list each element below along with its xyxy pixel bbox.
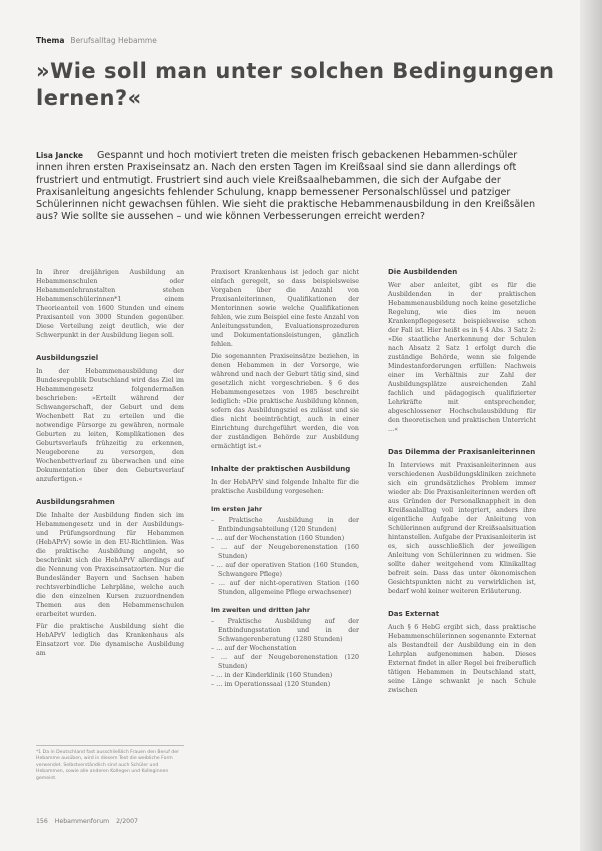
list-item: – … auf der nicht-operativen Station (160 Stunden, allgemeine Pflege erwachsener) xyxy=(211,580,359,596)
heading-dilemma: Das Dilemma der Praxisanleiterinnen xyxy=(388,448,536,456)
page-footer xyxy=(36,818,143,825)
paragraph-inhalte: In der HebAPrV sind folgende Inhalte für die praktische Ausbildung vorgesehen: xyxy=(211,479,359,495)
intro-paragraph: In ihrer dreijährigen Ausbildung an Hebammenschulen oder Hebammenlehranstalten stehen Hebammenschülerinnen*1 einem Theorieanteil von 1600 Stunden und einem Praxisanteil von 3000 Stunden gegenüber. Diese Verteilung zeigt deutlich, wie der Schwerpunkt in der Ausbildung liegen soll. xyxy=(36,269,184,339)
paragraph-dilemma: In Interviews mit Praxisanleiterinnen aus verschiedenen Ausbildungskliniken zeichnete sich ein grundsätzliches Problem immer wieder ab: Die Praxisanleiterinnen werden oft aus Gründen der Personalknappheit in den Kreißsaalalltag voll integriert, anders ihre eigentliche Aufgabe der Anleitung von Schülerinnen aufgrund der Kreißsaalsituation hintanstellen. Aufgabe der Praxisanleiterin ist es, sich ausschließlich der jeweiligen Anleitung von Schülerinnen zu widmen. Sie sollte daher weitgehend vom Klinikalltag befreit sein. Dass das unter ökonomischen Gesichtspunkten nicht zu verwirklichen ist, bedarf wohl keiner weiteren Erläuterung. xyxy=(388,462,536,595)
article-lead xyxy=(36,150,546,224)
paragraph-praxiseinsaetze: Die sogenannten Praxiseinsätze beziehen, in denen Hebammen in der Vorsorge, wie während und nach der Geburt tätig sind, sind gesetzlich nicht vorgeschrieben. § 6 des Hebammengesetzes von 1985 beschreibt lediglich: »Die praktische Ausbildung können, sofern das Ausbildungsziel es zulässt und sie dies nicht beeinträchtigt, auch in einer Einrichtung durchgeführt werden, die von der zuständigen Behörde zur Ausbildung ermächtigt ist.« xyxy=(211,353,359,450)
lead-text: Gespannt und hoch motiviert treten die meisten frisch gebackenen Hebammen-schüler innen ihren ersten Praxiseinsatz an. Nach den ersten Tagen im Kreißsaal sind sie dann allerdings oft frustriert und entmutigt. Frustriert sind auch viele Kreißsaalhebammen, die sich der Aufgabe der Praxisanleitung angesichts fehlender Schulung, knapp bemessener Personalschlüssel und patziger Schülerinnen nicht gewachsen fühlen. Wie sieht die praktische Hebammenausbildung in den Kreißsälen aus? Wie sollte sie aussehen – und wie können Verbesserungen erreicht werden? xyxy=(36,150,536,223)
author-name: Lisa Jancke xyxy=(36,151,83,160)
heading-inhalte: Inhalte der praktischen Ausbildung xyxy=(211,465,351,473)
section-label: Thema xyxy=(36,36,65,45)
list-second-third-year xyxy=(211,617,359,689)
section-topic: Berufsalltag Hebamme xyxy=(70,36,157,45)
column-3 xyxy=(388,268,536,698)
paragraph-ausbildungsziel: In der Hebammenausbildung der Bundesrepublik Deutschland wird das Ziel im Hebammengesetz folgendermaßen beschrieben: »Erteilt während der Schwangerschaft, der Geburt und dem Wochenbett Rat zu erteilen und die notwendige Fürsorge zu gewähren, normale Geburten zu leiten, Komplikationen des Geburtsverlaufs frühzeitig zu erkennen, Neugeborene zu versorgen, den Wochenbettverlauf zu überwachen und eine Dokumentation über den Geburtsverlauf anzufertigen.« xyxy=(36,368,184,483)
list-item: – … auf der operativen Station (160 Stunden, Schwangere Pflege) xyxy=(211,562,359,578)
list-item: – Praktische Ausbildung in der Entbindungsabteilung (120 Stunden) xyxy=(211,517,359,533)
paragraph-externat: Auch § 6 HebG ergibt sich, dass praktische Hebammenschülerinnen sogenannte Externat als Bestandteil der Ausbildung ein in den Lehrplan aufgenommen haben. Dieses Externat findet in aller Regel bei freiberuflich tätigen Hebammen in Deutschland statt, seine Länge schwankt je nach Schule zwischen xyxy=(388,624,536,694)
list-first-year xyxy=(211,516,359,597)
paragraph-ausbildungsrahmen-2: Für die praktische Ausbildung sieht die HebAPrV lediglich das Krankenhaus als Einsatzort vor. Die dynamische Ausbildung am xyxy=(36,623,184,657)
heading-first-year: Im ersten Jahr xyxy=(211,505,263,513)
list-item: – Praktische Ausbildung auf der Entbindungsstation und in der Schwangerenberatung (1280 Stunden) xyxy=(211,618,359,643)
issue-number: 2/2007 xyxy=(116,818,138,825)
paragraph-ausbildungsrahmen-1: Die Inhalte der Ausbildung finden sich im Hebammengesetz und in der Ausbildungs- und Prüfungsordnung für Hebammen (HebAPrV) sowie in den EU-Richtlinien. Was die praktische Ausbildung angeht, so beschränkt sich die HebAPrV allerdings auf die Nennung von Praxiseinsatzorten. Nur die Bundesländer Bayern und Sachsen haben rechtsverbindliche Lehrpläne, welche auch die den einzelnen Kursen zuzuordnenden Themen aus den Hebammenschulen erarbeitet wurden. xyxy=(36,512,184,618)
heading-ausbildungsziel: Ausbildungsziel xyxy=(36,354,99,362)
section-kicker xyxy=(36,36,157,45)
list-item: – … auf der Neugeborenenstation (120 Stunden) xyxy=(211,654,359,670)
list-item: – … auf der Neugeborenenstation (160 Stunden) xyxy=(211,544,359,560)
page-edge-shadow xyxy=(580,0,602,851)
footnote: *1 Da in Deutschland fast ausschließlich Frauen den Beruf der Hebamme ausüben, wird in diesem Text die weibliche Form verwendet. Selbstverständlich sind auch Schüler und Hebammen, sowie alle anderen Kollegen und Kolleginnen gemeint. xyxy=(36,745,184,782)
paragraph-ausbildenden: Wer aber anleitet, gibt es für die Ausbildenden in der praktischen Hebammenausbildung noch keine gesetzliche Regelung, wie dies im neuen Krankenpflegegesetz beispielsweise schon der Fall ist. Hier heißt es in § 4 Abs. 3 Satz 2: »Die staatliche Anerkennung der Schulen nach Absatz 2 Satz 1 erfolgt durch die zuständige Behörde, wenn sie folgende Mindestanforderungen erfüllen: Nachweis einer im Verhältnis zur Zahl der Ausbildungsplätze ausreichenden Zahl fachlich und pädagogisch qualifizierter Lehrkräfte mit entsprechender, abgeschlossener Hochschulausbildung für den theoretischen und praktischen Unterricht …« xyxy=(388,282,536,433)
list-item: – … im Operationssaal (120 Stunden) xyxy=(211,681,331,688)
journal-name: Hebammenforum xyxy=(54,818,110,825)
article-title: »Wie soll man unter solchen Bedingungen lernen?« xyxy=(36,59,555,110)
list-item: – … in der Kinderklinik (160 Stunden) xyxy=(211,672,333,679)
paragraph-praxisort: Praxisort Krankenhaus ist jedoch gar nicht einfach geregelt, so dass beispielsweise Vorgaben über die Anzahl von Praxisanleiterinnen, Qualifikationen der Mentorinnen sowie welche Qualifikationen fehlen, wie zum Beispiel eine feste Anzahl von Anleitungsstunden, Evaluationsprozeduren und Dokumentationsleistungen, gänzlich fehlen. xyxy=(211,269,359,348)
column-2 xyxy=(211,268,359,689)
page-number: 156 xyxy=(36,818,48,825)
heading-second-third-year: Im zweiten und dritten Jahr xyxy=(211,606,310,614)
list-item: – … auf der Wochenstation (160 Stunden) xyxy=(211,535,345,542)
heading-ausbildenden: Die Ausbildenden xyxy=(388,268,458,276)
heading-externat: Das Externat xyxy=(388,610,440,618)
heading-ausbildungsrahmen: Ausbildungsrahmen xyxy=(36,498,115,506)
column-1 xyxy=(36,268,184,661)
list-item: – … auf der Wochenstation xyxy=(211,645,297,652)
